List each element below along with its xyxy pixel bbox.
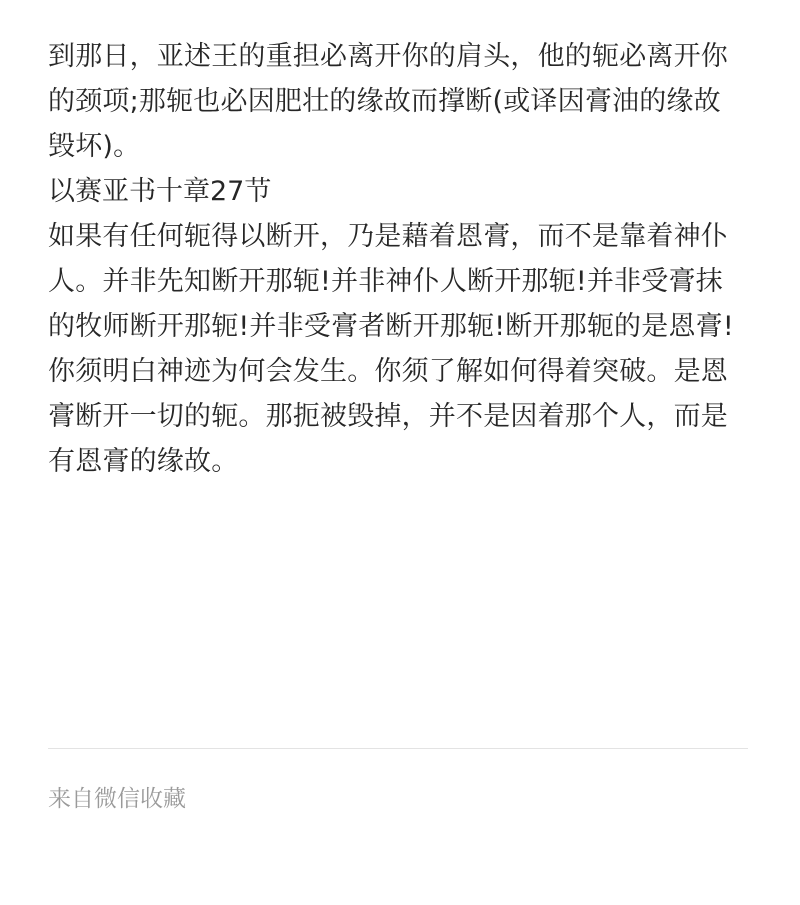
article-body [48,34,748,484]
scripture-reference: 以赛亚书十章27节 [48,176,272,207]
content-spacer [48,484,748,748]
article-footer [48,748,748,905]
scripture-paragraph: 到那日，亚述王的重担必离开你的肩头，他的轭必离开你的颈项;那轭也必因肥壮的缘故而撑断(或译因膏油的缘故毁坏)。 [48,41,728,162]
source-note: 来自微信收藏 [48,786,186,812]
commentary-paragraph: 如果有任何轭得以断开，乃是藉着恩膏，而不是靠着神仆人。并非先知断开那轭!并非神仆人断开那轭!并非受膏抹的牧师断开那轭!并非受膏者断开那轭!断开那轭的是恩膏!你须明白神迹为何会发生。你须了解如何得着突破。是恩膏断开一切的轭。那扼被毁掉，并不是因着那个人，而是有恩膏的缘故。 [48,221,734,477]
footer-divider [48,748,748,749]
